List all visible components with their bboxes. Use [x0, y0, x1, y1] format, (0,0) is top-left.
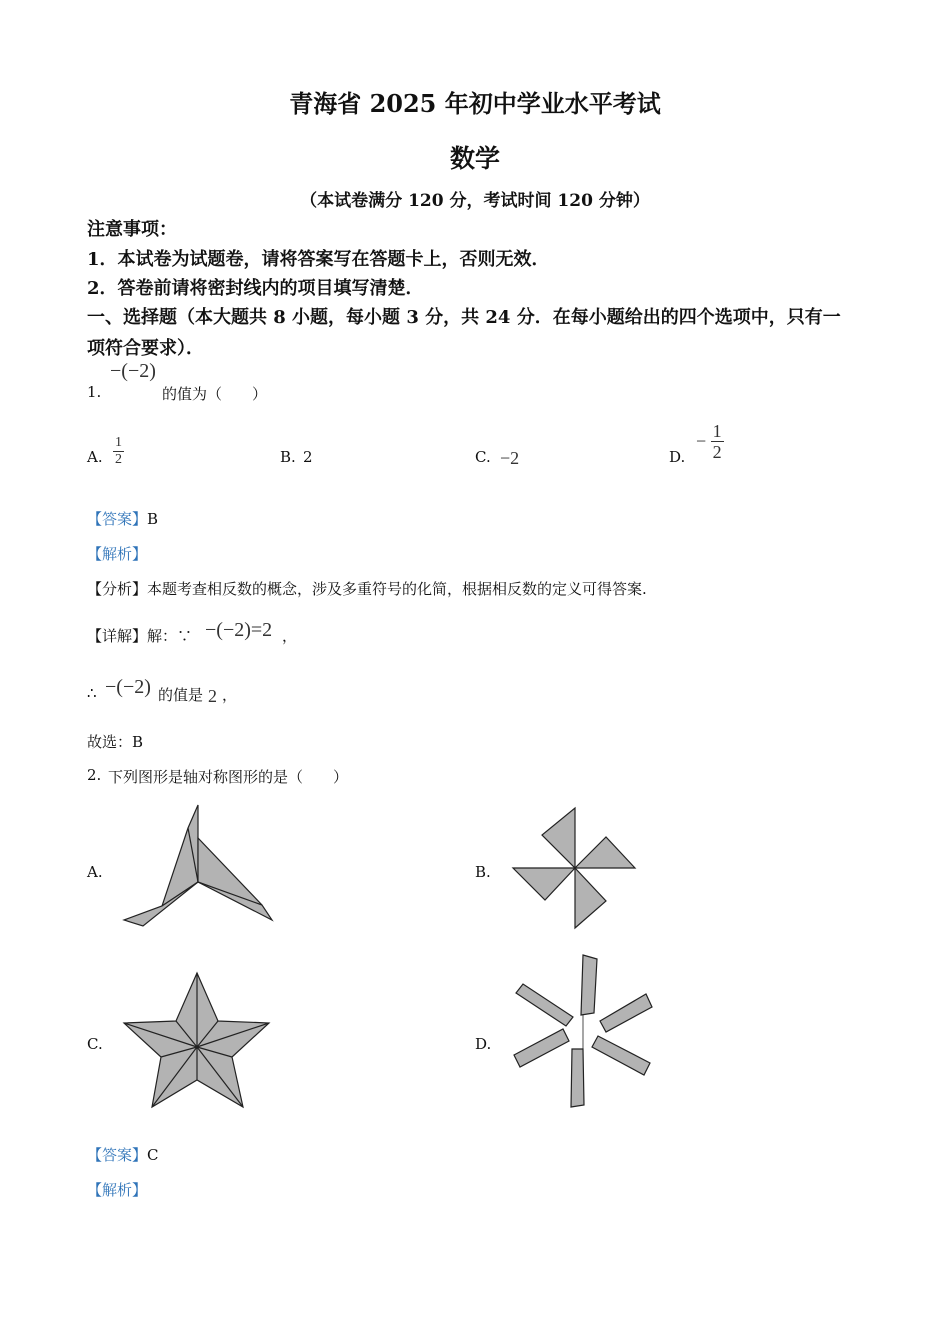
figure-d-bar-1 [581, 955, 597, 1015]
q2-answer-value: C [147, 1146, 159, 1164]
q1-detail-suffix: ， [282, 627, 298, 645]
section-heading-line2: 项符合要求）． [87, 338, 204, 359]
q1-option-c-label: C. [475, 448, 491, 466]
figure-d-bar-5 [592, 1036, 650, 1075]
q1-choice: 故选：B [87, 733, 144, 751]
q1-answer-value: B [147, 510, 159, 528]
q2-option-c-label: C. [87, 1035, 103, 1053]
figure-d-bar-6 [571, 1049, 584, 1107]
q1-option-a-denominator: 2 [115, 452, 122, 467]
q2-answer [87, 1144, 159, 1165]
q1-option-d-label: D. [669, 448, 686, 466]
q1-option-b-value: 2 [303, 448, 313, 466]
q1-option-a-numerator: 1 [115, 435, 122, 450]
q2-option-a-label: A. [87, 863, 103, 881]
q1-detail-expression: −(−2)=2 [205, 619, 273, 641]
figure-d-bar-3 [600, 994, 652, 1032]
notice-heading: 注意事项： [87, 219, 177, 240]
exam-note: （本试卷满分 120 分，考试时间 120 分钟） [300, 191, 650, 211]
figure-d-bar-2 [516, 984, 573, 1026]
q1-answer-tag: 【答案】 [87, 510, 148, 528]
q1-option-b-label: B. [280, 448, 296, 466]
q2-stem: 下列图形是轴对称图形的是（ ） [108, 768, 349, 786]
q2-number: 2. [87, 766, 102, 784]
q1-fenxi-text: 本题考查相反数的概念，涉及多重符号的化简，根据相反数的定义可得答案. [147, 580, 647, 598]
q1-option-c-value: −2 [500, 448, 520, 468]
q1-therefore-expression: −(−2) [105, 676, 151, 698]
section-heading-line1: 一、选择题（本大题共 8 小题，每小题 3 分，共 24 分．在每小题给出的四个选项中，只有一 [87, 307, 841, 328]
q1-detail-tag: 【详解】 [87, 627, 148, 645]
notice-item-1: 1．本试卷为试题卷，请将答案写在答题卡上，否则无效． [87, 249, 550, 270]
q2-option-b-label: B. [475, 863, 491, 881]
page-title: 青海省 2025 年初中学业水平考试 [289, 89, 661, 118]
q2-analysis-tag: 【解析】 [87, 1181, 148, 1199]
q2-answer-tag: 【答案】 [87, 1146, 148, 1164]
q1-option-a-label: A. [87, 448, 103, 466]
notice-item-2: 2．答卷前请将密封线内的项目填写清楚． [87, 278, 424, 299]
subject-title: 数学 [449, 144, 500, 173]
q2-option-d-label: D. [475, 1035, 492, 1053]
q1-option-d-denominator: 2 [712, 442, 722, 462]
q1-therefore-symbol: ∴ [87, 684, 97, 702]
q1-therefore-end: ， [222, 686, 238, 704]
q1-expression: −(−2) [110, 360, 156, 382]
q1-number: 1. [87, 383, 102, 401]
figure-d-bar-4 [514, 1029, 569, 1067]
q1-option-d-numerator: 1 [712, 421, 722, 441]
q1-analysis-tag: 【解析】 [87, 545, 148, 563]
q1-therefore-value: 2 [208, 686, 217, 706]
q1-fenxi-tag: 【分析】 [87, 580, 148, 598]
q1-detail-prefix: 解：∵ [147, 627, 193, 645]
q1-therefore-text: 的值是 [158, 686, 204, 704]
q1-stem: 的值为（ ） [162, 385, 268, 403]
q1-option-d-sign: − [696, 431, 707, 451]
